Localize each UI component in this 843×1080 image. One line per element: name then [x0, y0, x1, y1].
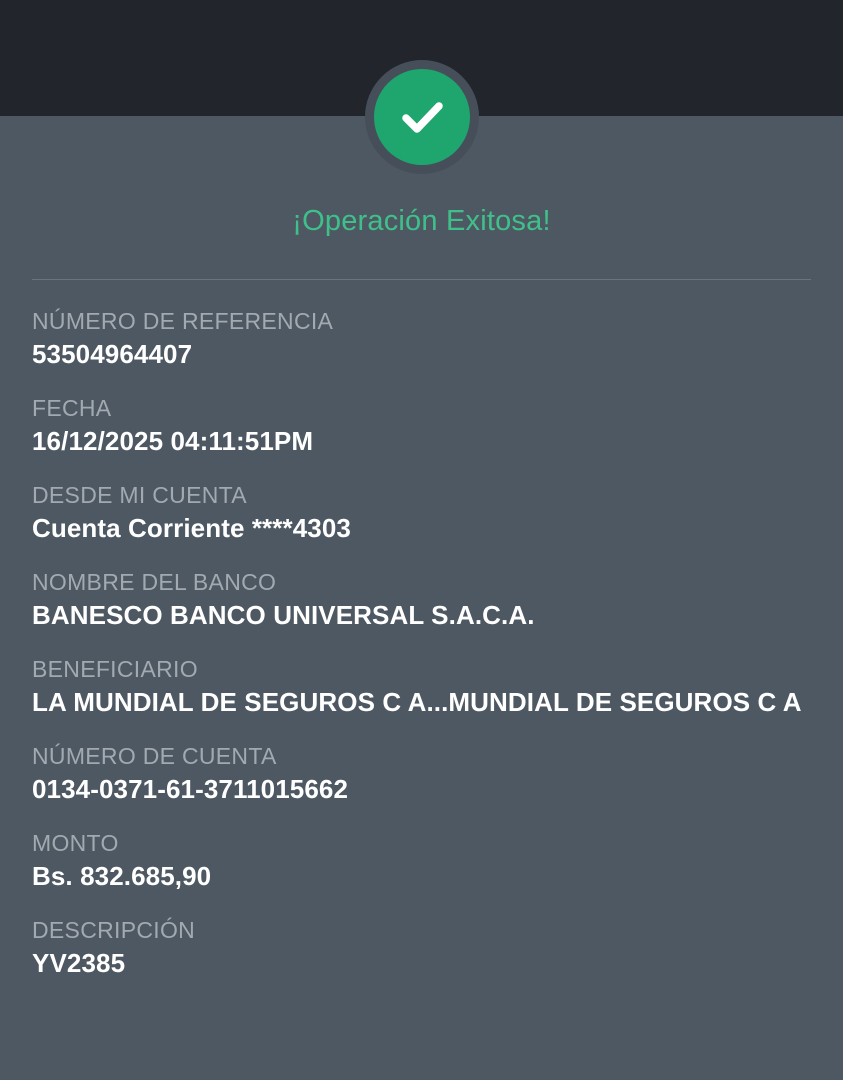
field-value: LA MUNDIAL DE SEGUROS C A...MUNDIAL DE SEGUROS C A [32, 687, 802, 717]
field-value: 16/12/2025 04:11:51PM [32, 426, 314, 456]
field-value: Bs. 832.685,90 [32, 861, 212, 891]
field-label: NÚMERO DE CUENTA [32, 743, 277, 769]
success-title: ¡Operación Exitosa! [292, 205, 551, 237]
receipt-details [32, 306, 822, 1002]
field-value: YV2385 [32, 948, 126, 978]
receipt-field-beneficiary [32, 654, 822, 720]
success-badge [365, 60, 479, 174]
receipt-field-bank-name [32, 567, 822, 633]
field-label: NOMBRE DEL BANCO [32, 569, 277, 595]
receipt-field-description [32, 915, 822, 981]
field-label: DESDE MI CUENTA [32, 482, 247, 508]
field-label: NÚMERO DE REFERENCIA [32, 308, 334, 334]
receipt-field-source-account [32, 480, 822, 546]
receipt-field-amount [32, 828, 822, 894]
field-label: FECHA [32, 395, 112, 421]
field-value: Cuenta Corriente ****4303 [32, 513, 351, 543]
divider [32, 279, 811, 280]
field-label: BENEFICIARIO [32, 656, 198, 682]
receipt-field-account-number [32, 741, 822, 807]
receipt-field-reference [32, 306, 822, 372]
field-label: DESCRIPCIÓN [32, 917, 196, 943]
field-label: MONTO [32, 830, 119, 856]
field-value: BANESCO BANCO UNIVERSAL S.A.C.A. [32, 600, 535, 630]
check-icon [374, 69, 470, 165]
receipt-field-date [32, 393, 822, 459]
field-value: 0134-0371-61-3711015662 [32, 774, 349, 804]
field-value: 53504964407 [32, 339, 193, 369]
